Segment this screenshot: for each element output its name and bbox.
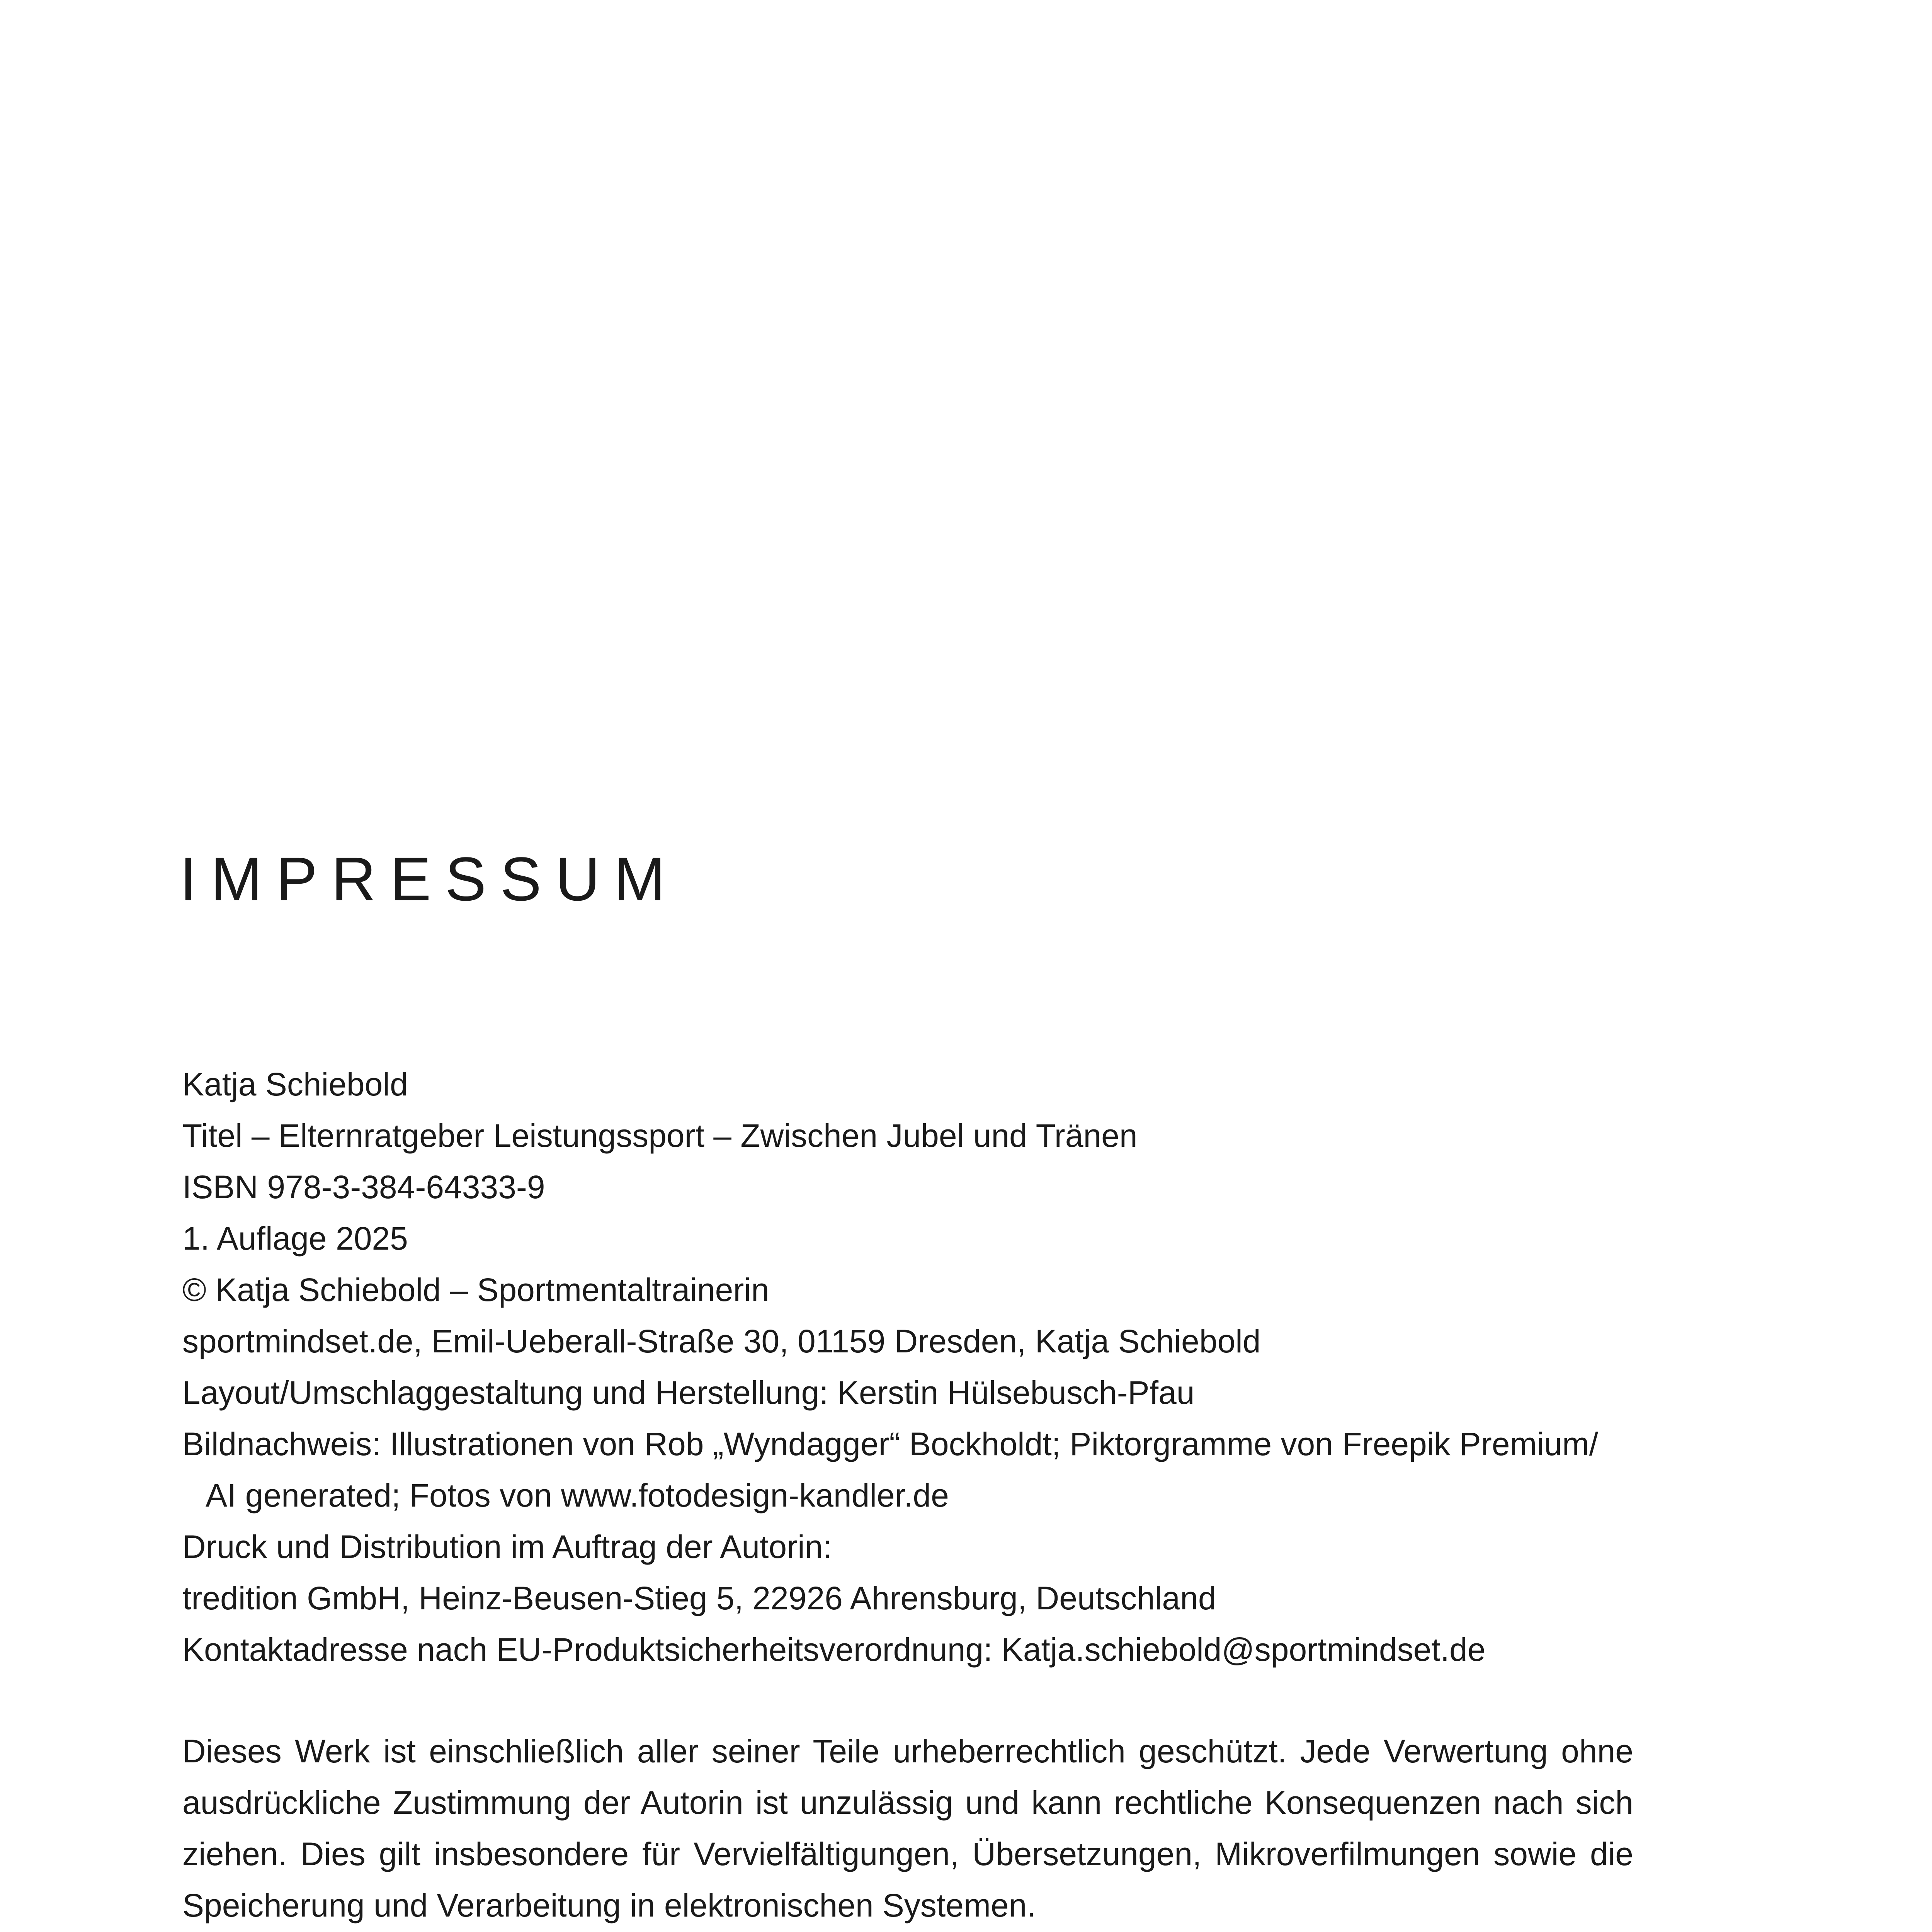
- copyright-notice-paragraph: Dieses Werk ist einschließlich aller seiner Teile urheberrechtlich geschützt. Jede Verwertung ohne ausdrückliche Zustimmung der Autorin ist unzulässig und kann rechtliche Konsequenzen nach sich ziehen. Dies gilt insbesondere für Vervielfältigungen, Übersetzungen, Mikroverfilmungen sowie die Speicherung und Verarbeitung in elektronischen Systemen.: [182, 1733, 1633, 1923]
- contact-address-line: Kontaktadresse nach EU-Produktsicherheitsverordnung: Katja.schiebold@sportmindset.de: [182, 1631, 1486, 1668]
- book-title-line: Titel – Elternratgeber Leistungssport – Zwischen Jubel und Tränen: [182, 1117, 1138, 1154]
- isbn-line: ISBN 978-3-384-64333-9: [182, 1169, 545, 1205]
- imprint-content: [182, 1059, 1633, 1932]
- author-name: Katja Schiebold: [182, 1066, 408, 1102]
- image-credits-line: Bildnachweis: Illustrationen von Rob „Wyndagger“ Bockholdt; Piktorgramme von Freepik Premium/: [182, 1426, 1599, 1462]
- copyright-line: © Katja Schiebold – Sportmentaltrainerin: [182, 1272, 769, 1308]
- image-credits-continued-line: AI generated; Fotos von www.fotodesign-kandler.de: [206, 1477, 949, 1514]
- distributor-address-line: tredition GmbH, Heinz-Beusen-Stieg 5, 22926 Ahrensburg, Deutschland: [182, 1580, 1216, 1616]
- distribution-line: Druck und Distribution im Auftrag der Autorin:: [182, 1529, 832, 1565]
- publisher-address-line: sportmindset.de, Emil-Ueberall-Straße 30, 01159 Dresden, Katja Schiebold: [182, 1323, 1261, 1359]
- layout-credit-line: Layout/Umschlaggestaltung und Herstellung: Kerstin Hülsebusch-Pfau: [182, 1374, 1195, 1411]
- page-title: IMPRESSUM: [180, 844, 679, 913]
- edition-line: 1. Auflage 2025: [182, 1220, 408, 1257]
- imprint-details: [182, 1059, 1633, 1675]
